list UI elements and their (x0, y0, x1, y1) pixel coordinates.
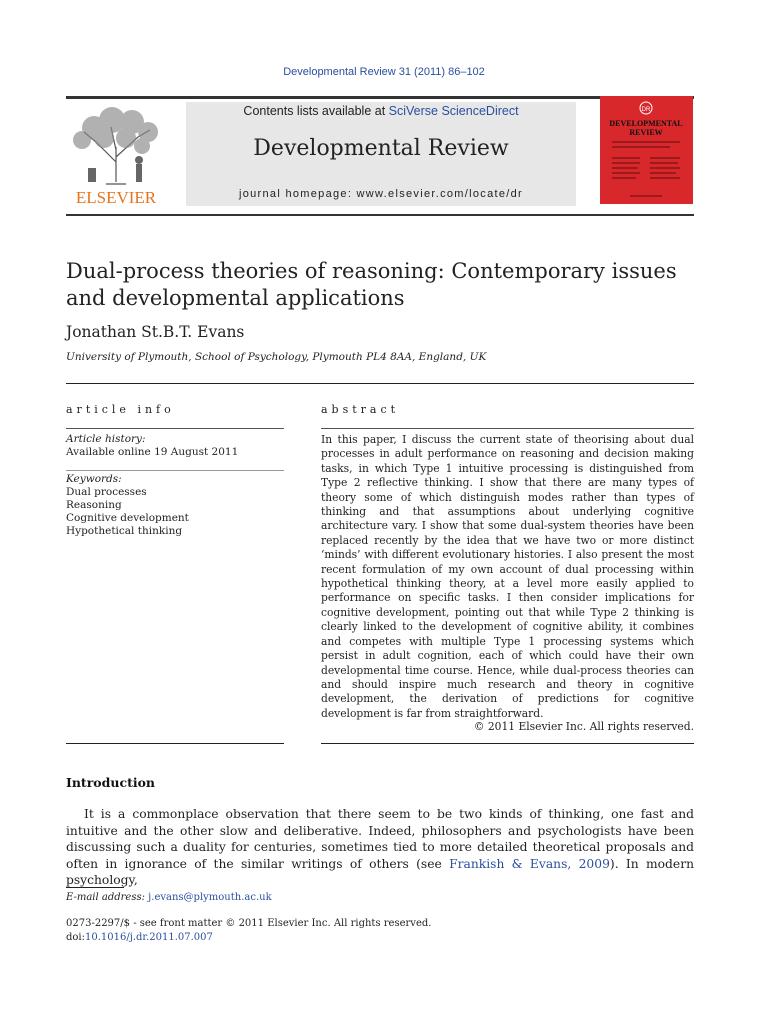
keyword: Cognitive development (66, 512, 189, 524)
article-info-heading: article info (66, 403, 175, 416)
abstract-copyright: © 2011 Elsevier Inc. All rights reserved. (473, 720, 694, 733)
cover-badge: DR (641, 107, 651, 113)
keywords-block (66, 473, 284, 538)
history-label: Article history: (66, 433, 146, 445)
publisher-logo[interactable] (66, 102, 166, 206)
cover-art-icon (600, 96, 693, 204)
elsevier-tree-icon (66, 102, 166, 206)
contents-prefix: Contents lists available at (243, 104, 389, 118)
journal-cover-thumbnail[interactable] (600, 96, 693, 204)
article-title: Dual-process theories of reasoning: Contemporary issues and developmental applications (66, 259, 677, 310)
introduction-heading: Introduction (66, 775, 156, 790)
journal-name: Developmental Review (253, 136, 509, 161)
article-info-bottom-rule (66, 743, 284, 744)
footnote-rule (66, 887, 124, 888)
keywords-label: Keywords: (66, 473, 122, 485)
introduction-paragraph (66, 806, 694, 889)
author-name: Jonathan St.B.T. Evans (66, 323, 245, 341)
abstract-bottom-rule (321, 743, 694, 744)
sciencedirect-link[interactable]: SciVerse ScienceDirect (388, 104, 519, 118)
email-link[interactable]: j.evans@plymouth.ac.uk (148, 892, 272, 903)
issn-line: 0273-2297/$ - see front matter © 2011 Elsevier Inc. All rights reserved. (66, 918, 432, 929)
cover-title-line2: REVIEW (629, 128, 663, 137)
doi-prefix: doi: (66, 932, 85, 943)
cover-title-line1: DEVELOPMENTAL (609, 119, 683, 128)
article-info-rule (66, 428, 284, 429)
intro-text-continued: ). In modern psychology, (66, 856, 694, 888)
history-divider (66, 470, 284, 471)
header-divider (66, 383, 694, 384)
masthead-bottom-rule (66, 214, 694, 216)
author-affiliation: University of Plymouth, School of Psychology, Plymouth PL4 8AA, England, UK (66, 351, 487, 363)
journal-citation[interactable]: Developmental Review 31 (2011) 86–102 (283, 66, 485, 78)
doi-link[interactable]: 10.1016/j.dr.2011.07.007 (85, 932, 213, 943)
abstract-heading: abstract (321, 403, 400, 416)
reference-link[interactable]: Frankish & Evans, 2009 (449, 856, 610, 871)
issn-block (66, 917, 431, 945)
intro-text: It is a commonplace observation that there seem to be two kinds of thinking, one fast and intuitive and the other slow and deliberative. Indeed, philosophers and psychologists have been discussing such a duality for centuries, sometimes tied to more detailed theoretical proposals and often in ignorance of the similar writings of others (see (66, 807, 694, 871)
abstract-rule (321, 428, 694, 429)
article-history (66, 433, 284, 459)
history-value: Available online 19 August 2011 (66, 446, 239, 458)
keyword: Reasoning (66, 499, 122, 511)
contents-availability-line (186, 104, 576, 118)
publisher-wordmark: ELSEVIER (75, 188, 157, 206)
keyword: Dual processes (66, 486, 147, 498)
keyword: Hypothetical thinking (66, 525, 183, 537)
footnote (66, 892, 272, 903)
abstract-text: In this paper, I discuss the current state of theorising about dual processes in adult performance on reasoning and decision making tasks, in which Type 1 intuitive processing is distinguished from Type 2 reflective thinking. I show that there are many types of theory some of which distinguish modes rather than types of thinking and that assumptions about underlying cognitive architecture vary. I show that some dual-system theories have been replaced recently by the idea that we have two or more distinct ‘minds’ with different evolutionary histories. I also present the most recent formulation of my own account of dual processing within hypothetical thinking theory, at a level more easily applied to performance on specific tasks. I then consider implications for cognitive development, pointing out that while Type 2 thinking is clearly linked to the development of cognitive ability, it combines and competes with multiple Type 1 processing systems which persist in adult cognition, each of which could have their own developmental time course. Hence, while dual-process theories can and should inspire much research and theory in cognitive development, the derivation of predictions for cognitive development is far from straightforward. (321, 433, 694, 720)
journal-homepage-link[interactable]: journal homepage: www.elsevier.com/locate/dr (238, 188, 524, 200)
email-label: E-mail address: (66, 892, 145, 903)
doi-line (66, 931, 431, 945)
